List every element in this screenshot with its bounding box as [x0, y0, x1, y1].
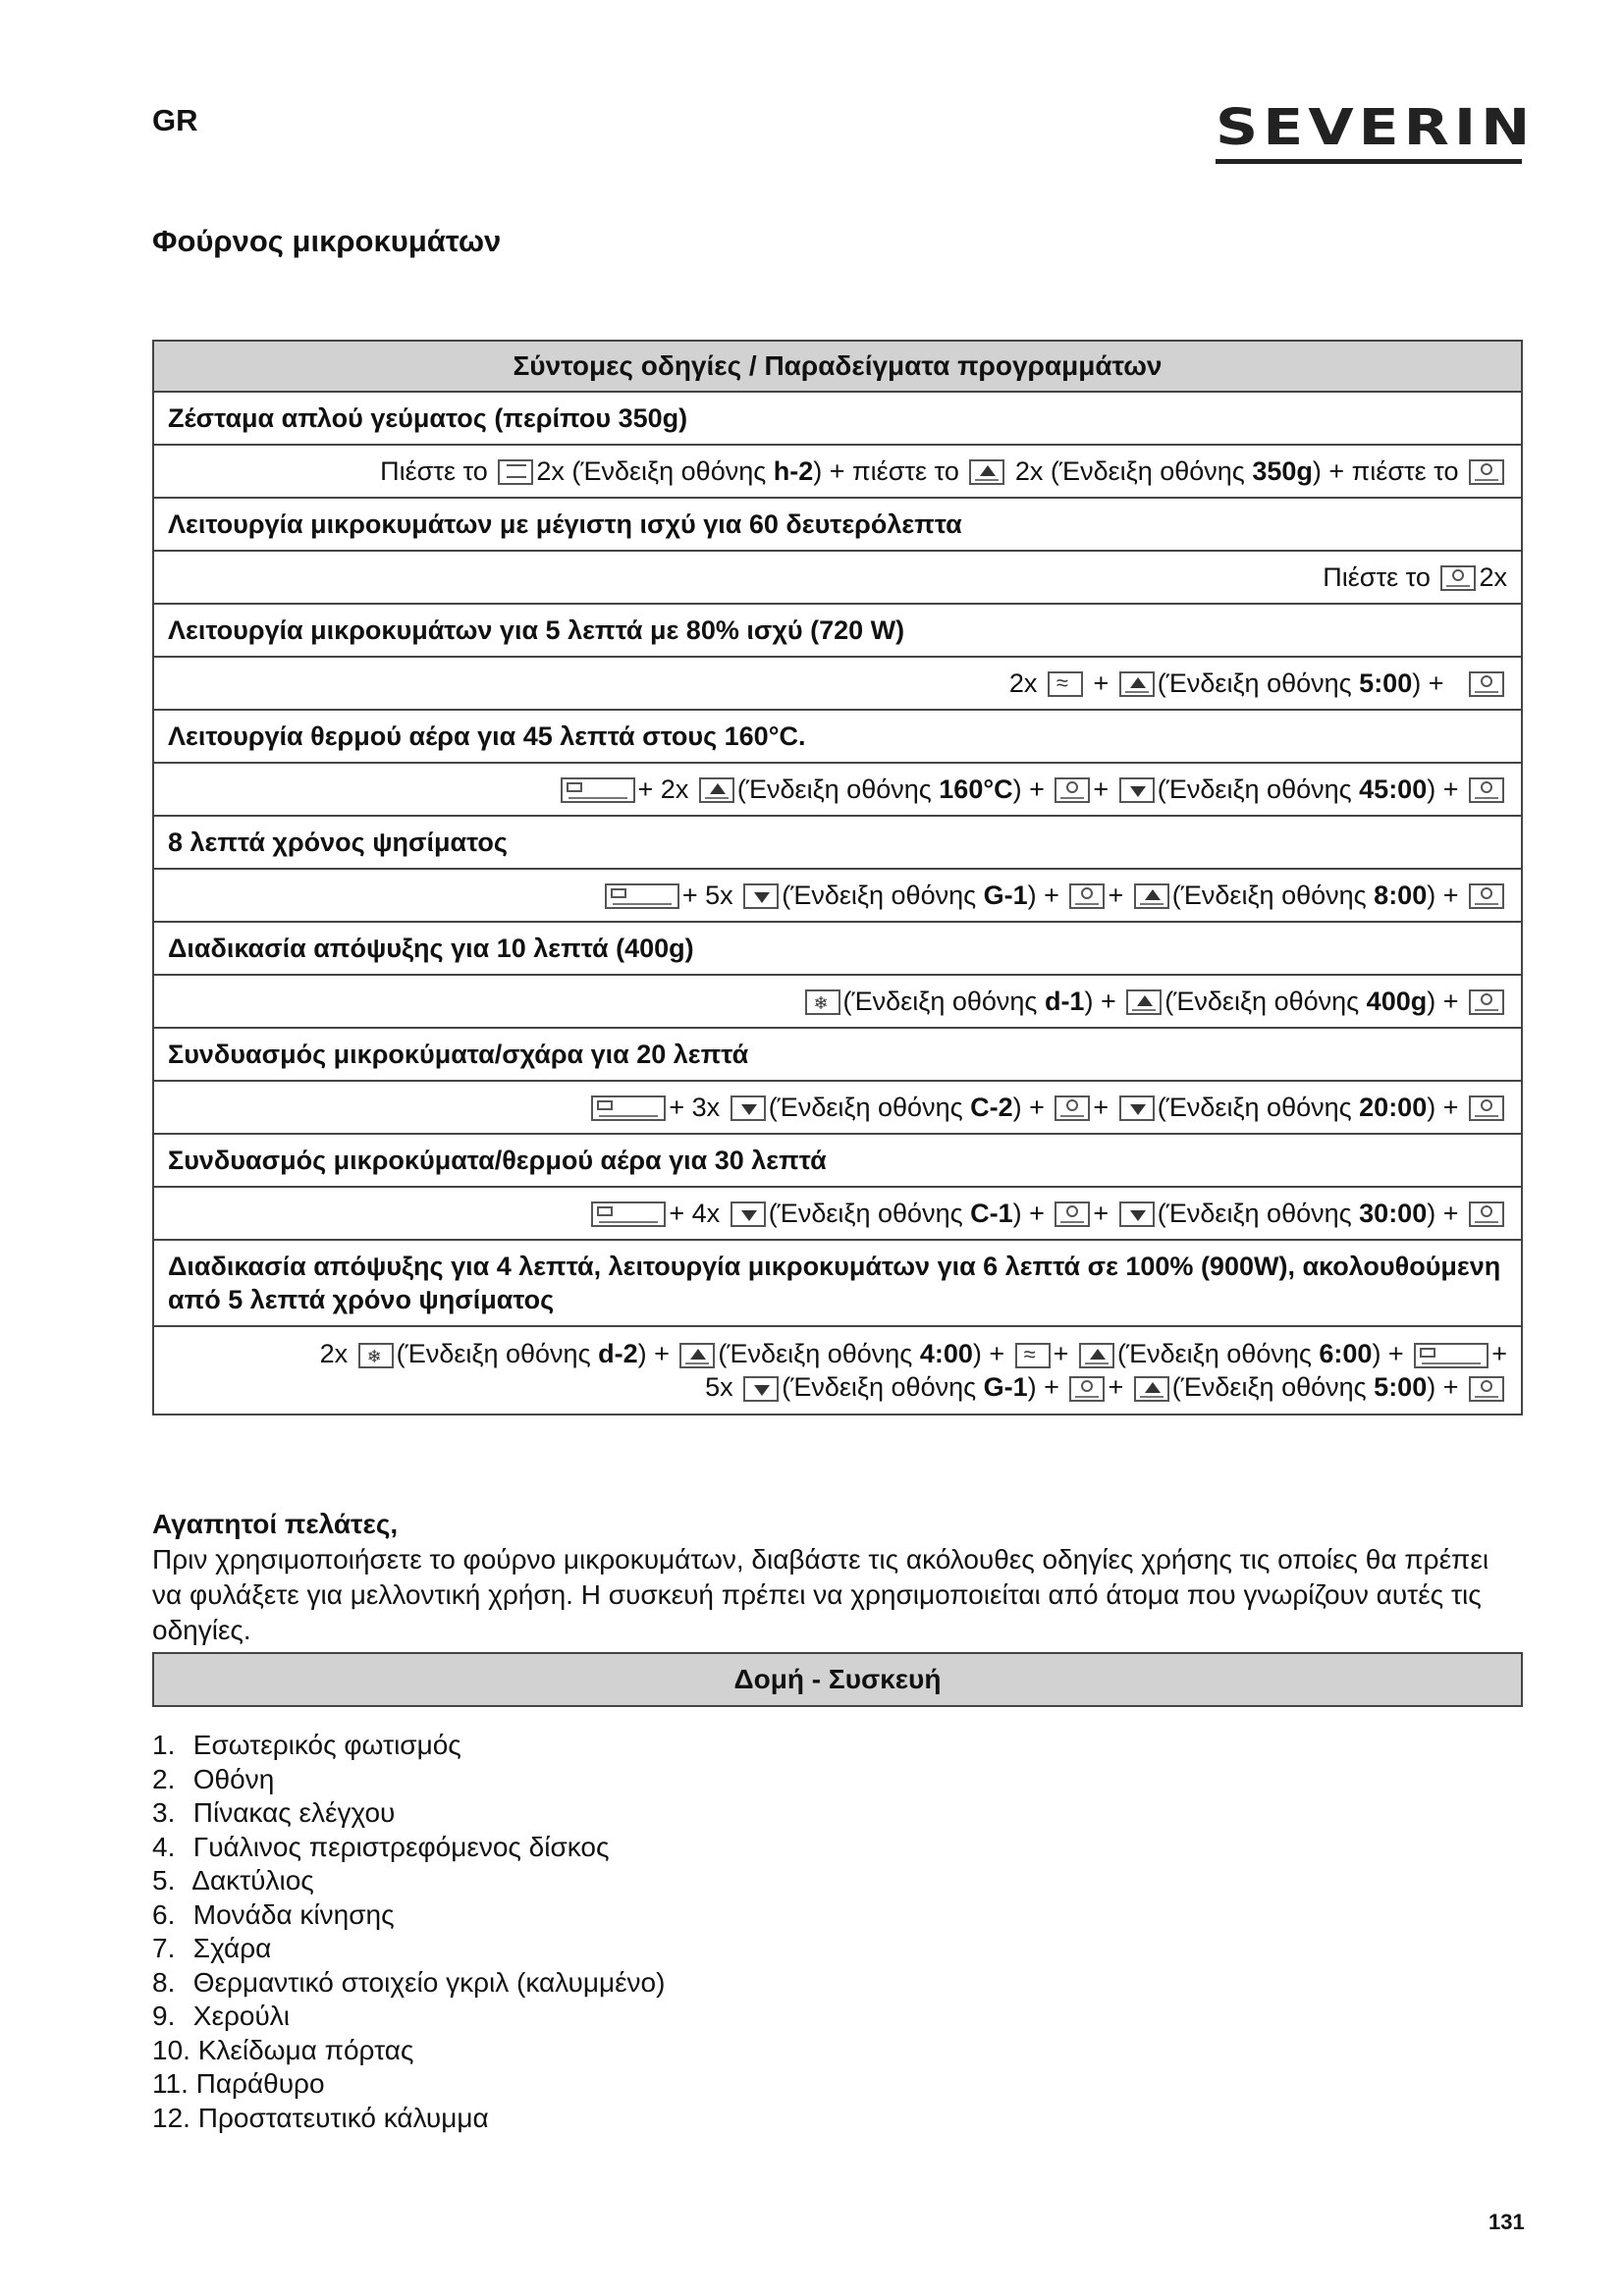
item-number: 11.: [152, 2068, 189, 2099]
step-text: (Ένδειξη οθόνης: [782, 880, 977, 910]
step-text: ) + πιέστε το: [813, 455, 959, 486]
list-item: [152, 1796, 665, 1831]
item-label: Δακτύλιος: [191, 1865, 314, 1896]
program-steps: [153, 657, 1522, 710]
step-text: (Ένδειξη οθόνης: [396, 1339, 591, 1368]
step-text: ) +: [972, 1339, 1005, 1368]
quick-start-button-icon: [1469, 671, 1504, 697]
quick-start-button-icon: [1055, 1201, 1090, 1227]
step-text: 2x: [1008, 667, 1038, 698]
quick-start-button-icon: [1469, 1201, 1504, 1227]
down-arrow-button-icon: [1119, 1201, 1155, 1227]
customers-text: Πριν χρησιμοποιήσετε το φούρνο μικροκυμάτων, διαβάστε τις ακόλουθες οδηγίες χρήσης τις οποίες θα πρέπει να φυλάξετε για μελλοντική χρήση. Η συσκευή πρέπει να χρησιμοποιείται από άτομα που γνωρίζουν αυτές τις οδηγίες.: [152, 1544, 1489, 1645]
item-label: Πίνακας ελέγχου: [192, 1797, 396, 1828]
display-value: G-1: [983, 880, 1028, 910]
display-value: 6:00: [1319, 1339, 1373, 1368]
step-text: (Ένδειξη οθόνης: [1164, 986, 1360, 1016]
list-item: [152, 1729, 665, 1763]
display-value: 160°C: [939, 774, 1013, 804]
step-text: 2x (Ένδειξη οθόνης: [536, 455, 767, 486]
customers-heading: Αγαπητοί πελάτες,: [152, 1509, 399, 1539]
table-heading: Σύντομες οδηγίες / Παραδείγματα προγραμμάτων: [153, 341, 1522, 392]
step-text: ) +: [1372, 1339, 1404, 1368]
item-label: Οθόνη: [192, 1763, 275, 1794]
steps-line-1: [168, 1337, 1507, 1370]
step-text: ) +: [1012, 774, 1045, 804]
list-item: [152, 1763, 665, 1797]
up-arrow-button-icon: [1134, 883, 1169, 909]
step-text: ) +: [1427, 986, 1459, 1016]
quick-start-button-icon: [1069, 1376, 1105, 1402]
quick-start-button-icon: [1055, 777, 1090, 803]
up-arrow-button-icon: [1126, 989, 1162, 1015]
step-text: +: [1108, 880, 1124, 910]
list-item: [152, 1831, 665, 1865]
step-text: + 5x: [681, 880, 733, 910]
step-text: ) +: [1412, 667, 1444, 698]
step-text: ) +: [637, 1339, 670, 1368]
step-text: +: [1491, 1339, 1507, 1368]
step-text: (Ένδειξη οθόνης: [782, 1372, 977, 1402]
item-number: 2.: [152, 1763, 176, 1794]
down-arrow-button-icon: [1119, 777, 1155, 803]
quick-start-button-icon: [1069, 883, 1105, 909]
display-value: 45:00: [1359, 774, 1428, 804]
step-text: ) +: [1427, 1372, 1459, 1402]
microwave-button-icon: [1015, 1343, 1051, 1368]
step-text: ) +: [1027, 880, 1059, 910]
display-value: 5:00: [1374, 1372, 1428, 1402]
step-text: (Ένδειξη οθόνης: [768, 1198, 963, 1228]
item-label: Θερμαντικό στοιχείο γκριλ (καλυμμένο): [192, 1966, 666, 1998]
item-number: 7.: [152, 1933, 176, 1963]
program-title: Συνδυασμός μικροκύματα/θερμού αέρα για 30 λεπτά: [153, 1134, 1522, 1187]
defrost-button-icon: [805, 989, 840, 1015]
list-item: [152, 2000, 665, 2034]
display-value: 20:00: [1359, 1092, 1428, 1122]
program-steps: [153, 869, 1522, 922]
program-title: Ζέσταμα απλού γεύματος (περίπου 350g): [153, 392, 1522, 445]
structure-heading: Δομή - Συσκευή: [152, 1652, 1523, 1707]
up-arrow-button-icon: [1119, 671, 1155, 697]
item-label: Παράθυρο: [195, 2068, 325, 2099]
list-item: [152, 1898, 665, 1933]
brand-logo: SEVERIN: [1216, 98, 1536, 157]
list-item: [152, 1864, 665, 1898]
display-value: G-1: [983, 1372, 1028, 1402]
display-value: d-1: [1044, 986, 1085, 1016]
display-value: C-2: [970, 1092, 1013, 1122]
item-number: 10.: [152, 2034, 190, 2065]
item-number: 6.: [152, 1898, 176, 1930]
item-label: Χερούλι: [192, 2001, 290, 2031]
up-arrow-button-icon: [679, 1343, 715, 1368]
grill-button-icon: [498, 459, 533, 485]
down-arrow-button-icon: [731, 1201, 766, 1227]
display-value: 4:00: [919, 1339, 973, 1368]
step-text: +: [1093, 1092, 1110, 1122]
microwave-button-icon: [1048, 671, 1083, 697]
display-value: C-1: [970, 1198, 1013, 1228]
program-steps: [153, 1326, 1522, 1415]
item-label: Κλείδωμα πόρτας: [197, 2034, 414, 2065]
menu-button-icon: [561, 777, 635, 803]
step-text: ) +: [1427, 880, 1459, 910]
step-text: (Ένδειξη οθόνης: [736, 774, 932, 804]
item-number: 3.: [152, 1797, 176, 1828]
quick-start-button-icon: [1469, 1095, 1504, 1121]
list-item: [152, 2067, 665, 2102]
step-text: ) +: [1027, 1372, 1059, 1402]
quick-start-button-icon: [1055, 1095, 1090, 1121]
step-text: + 2x: [637, 774, 689, 804]
step-text: + 4x: [669, 1198, 721, 1228]
list-item: [152, 1932, 665, 1966]
step-text: 5x: [705, 1372, 733, 1402]
step-text: (Ένδειξη οθόνης: [1157, 667, 1352, 698]
item-number: 9.: [152, 2001, 176, 2031]
menu-button-icon: [591, 1201, 666, 1227]
step-text: Πιέστε το: [1323, 561, 1431, 592]
step-text: (Ένδειξη οθόνης: [1157, 774, 1352, 804]
quick-start-button-icon: [1469, 989, 1504, 1015]
program-title: Συνδυασμός μικροκύματα/σχάρα για 20 λεπτά: [153, 1028, 1522, 1081]
defrost-button-icon: [358, 1343, 394, 1368]
step-text: ) +: [1084, 986, 1116, 1016]
program-steps: [153, 1187, 1522, 1240]
step-text: (Ένδειξη οθόνης: [1157, 1198, 1352, 1228]
list-item: [152, 2034, 665, 2068]
step-text: +: [1108, 1372, 1124, 1402]
down-arrow-button-icon: [743, 883, 779, 909]
menu-button-icon: [1414, 1343, 1489, 1368]
program-title: Λειτουργία μικροκυμάτων με μέγιστη ισχύ για 60 δευτερόλεπτα: [153, 498, 1522, 551]
program-steps: [153, 551, 1522, 604]
page-number: 131: [1489, 2210, 1525, 2234]
step-text: 2x: [1479, 561, 1507, 592]
customers-intro: [152, 1507, 1523, 1648]
menu-button-icon: [591, 1095, 666, 1121]
language-code: GR: [152, 103, 198, 137]
step-text: Πιέστε το: [380, 455, 488, 486]
item-label: Σχάρα: [192, 1933, 272, 1963]
item-label: Γυάλινος περιστρεφόμενος δίσκος: [192, 1831, 610, 1862]
step-text: ) +: [1427, 1198, 1459, 1228]
program-steps: [153, 1081, 1522, 1134]
up-arrow-button-icon: [969, 459, 1004, 485]
quick-guide-table: [152, 340, 1523, 1415]
step-text: (Ένδειξη οθόνης: [1157, 1092, 1352, 1122]
step-text: (Ένδειξη οθόνης: [1171, 1372, 1367, 1402]
program-steps: [153, 763, 1522, 816]
display-value: 5:00: [1359, 667, 1413, 698]
item-number: 8.: [152, 1966, 176, 1998]
step-text: (Ένδειξη οθόνης: [768, 1092, 963, 1122]
item-label: Μονάδα κίνησης: [192, 1898, 395, 1930]
steps-line-2: [168, 1370, 1507, 1404]
quick-start-button-icon: [1440, 565, 1476, 591]
step-text: 2x (Ένδειξη οθόνης: [1014, 455, 1245, 486]
parts-list: [152, 1729, 665, 2135]
step-text: + 3x: [669, 1092, 721, 1122]
step-text: +: [1093, 1198, 1110, 1228]
display-value: 30:00: [1359, 1198, 1428, 1228]
item-number: 1.: [152, 1730, 176, 1760]
quick-start-button-icon: [1469, 459, 1504, 485]
down-arrow-button-icon: [743, 1376, 779, 1402]
display-value: 400g: [1366, 986, 1428, 1016]
program-title: Διαδικασία απόψυξης για 10 λεπτά (400g): [153, 922, 1522, 975]
quick-start-button-icon: [1469, 1376, 1504, 1402]
item-number: 12.: [152, 2102, 190, 2133]
program-steps: [153, 975, 1522, 1028]
document-title: Φούρνος μικροκυμάτων: [152, 224, 502, 258]
item-label: Εσωτερικός φωτισμός: [192, 1730, 461, 1760]
display-value: 8:00: [1374, 880, 1428, 910]
quick-start-button-icon: [1469, 883, 1504, 909]
program-title: Λειτουργία μικροκυμάτων για 5 λεπτά με 80% ισχύ (720 W): [153, 604, 1522, 657]
program-steps: [153, 445, 1522, 498]
step-text: ) +: [1012, 1198, 1045, 1228]
menu-button-icon: [605, 883, 679, 909]
display-value: d-2: [598, 1339, 638, 1368]
step-text: (Ένδειξη οθόνης: [842, 986, 1038, 1016]
step-text: ) +: [1427, 774, 1459, 804]
step-text: 2x: [319, 1339, 349, 1368]
up-arrow-button-icon: [699, 777, 734, 803]
step-text: (Ένδειξη οθόνης: [1171, 880, 1367, 910]
item-number: 4.: [152, 1831, 176, 1862]
display-value: h-2: [773, 455, 814, 486]
list-item: [152, 2102, 665, 2136]
item-number: 5.: [152, 1865, 176, 1896]
program-title: Λειτουργία θερμού αέρα για 45 λεπτά στους 160°C.: [153, 710, 1522, 763]
step-text: (Ένδειξη οθόνης: [718, 1339, 913, 1368]
program-title: 8 λεπτά χρόνος ψησίματος: [153, 816, 1522, 869]
step-text: (Ένδειξη οθόνης: [1116, 1339, 1312, 1368]
step-text: ) +: [1012, 1092, 1045, 1122]
down-arrow-button-icon: [1119, 1095, 1155, 1121]
display-value: 350g: [1252, 455, 1313, 486]
step-text: ) + πιέστε το: [1312, 455, 1459, 486]
down-arrow-button-icon: [731, 1095, 766, 1121]
step-text: +: [1093, 774, 1110, 804]
step-text: +: [1053, 1339, 1069, 1368]
quick-start-button-icon: [1469, 777, 1504, 803]
step-text: ) +: [1427, 1092, 1459, 1122]
list-item: [152, 1966, 665, 2001]
step-text: +: [1093, 667, 1110, 698]
program-title: Διαδικασία απόψυξης για 4 λεπτά, λειτουργία μικροκυμάτων για 6 λεπτά σε 100% (900W), ακολουθούμενη από 5 λεπτά χρόνο ψησίματος: [153, 1240, 1522, 1326]
brand-underline: [1216, 159, 1522, 164]
up-arrow-button-icon: [1079, 1343, 1114, 1368]
up-arrow-button-icon: [1134, 1376, 1169, 1402]
item-label: Προστατευτικό κάλυμμα: [197, 2102, 489, 2133]
